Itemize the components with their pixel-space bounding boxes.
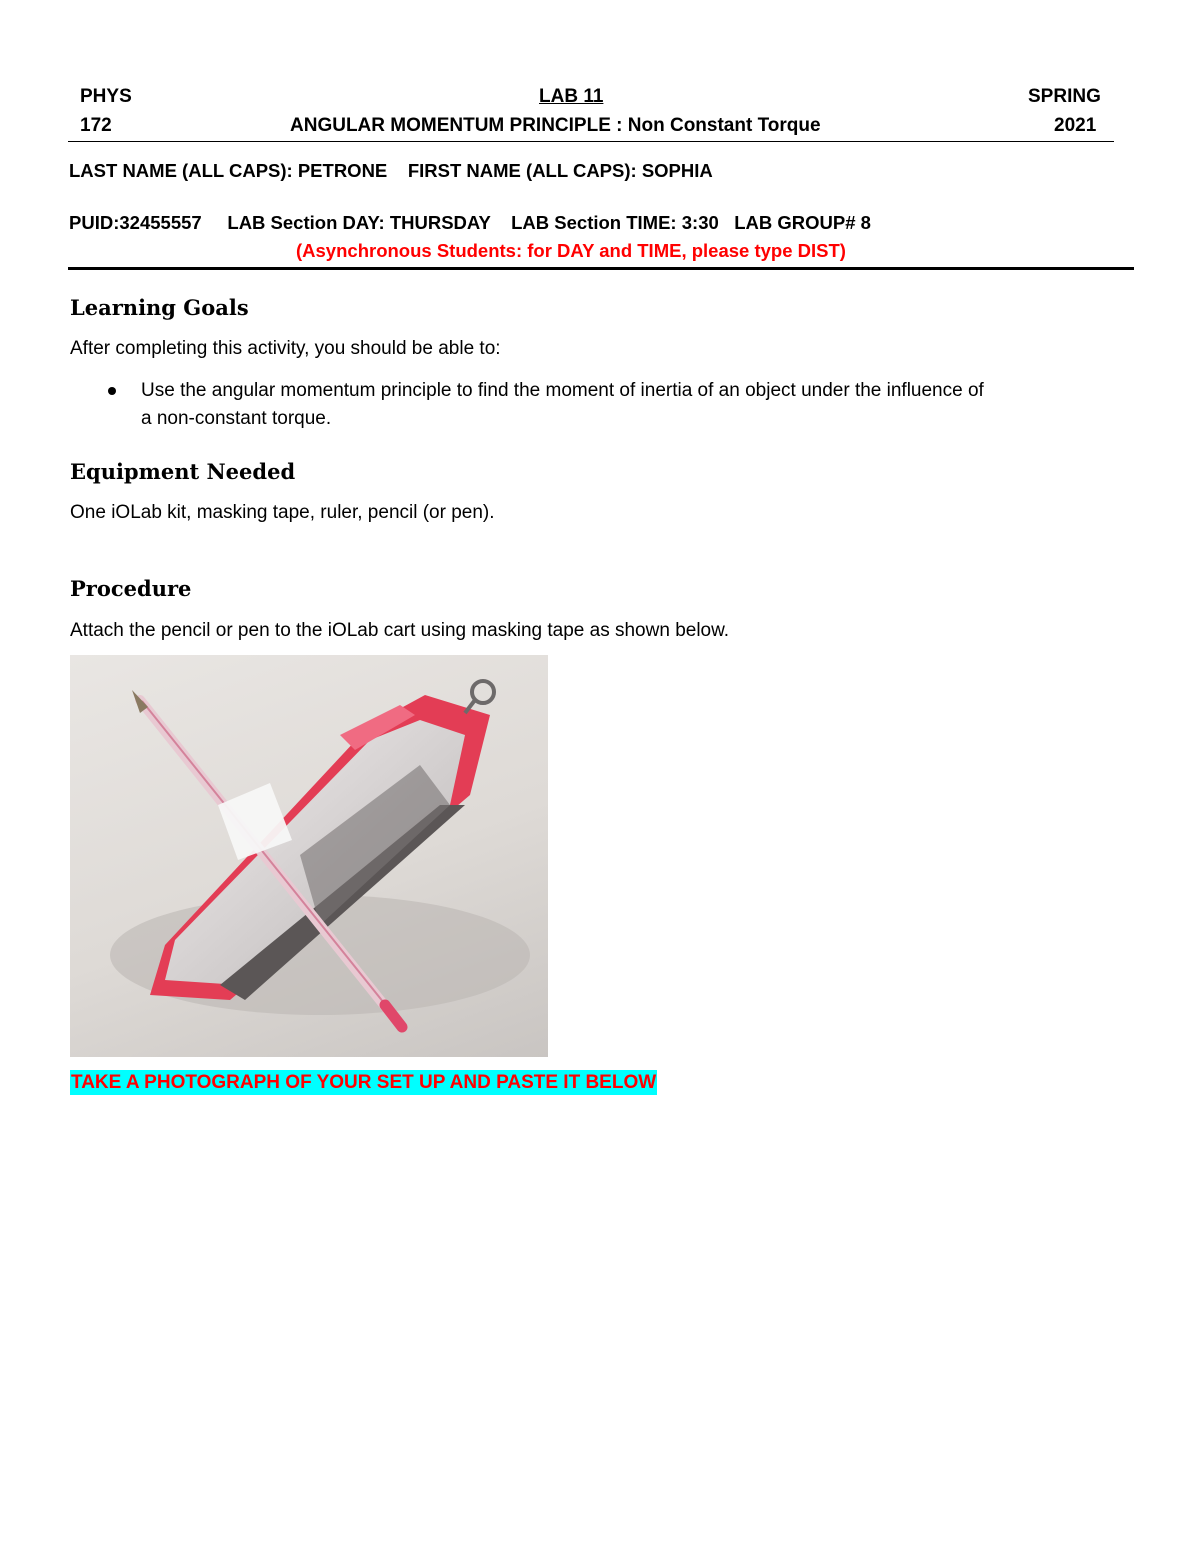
learning-goals-heading: Learning Goals <box>70 295 249 320</box>
time-label: LAB Section TIME: <box>511 212 677 233</box>
lab-subtitle: ANGULAR MOMENTUM PRINCIPLE : Non Constant Torque <box>290 115 821 136</box>
course-dept: PHYS <box>80 86 132 107</box>
header-rule <box>68 141 1114 142</box>
lab-title: LAB 11 <box>539 86 604 107</box>
learning-goal-line2: a non-constant torque. <box>141 408 332 429</box>
section-line <box>69 212 871 234</box>
section-rule <box>68 267 1134 270</box>
photo-instruction <box>70 1072 657 1094</box>
time-value: 3:30 <box>681 212 719 233</box>
equipment-text: One iOLab kit, masking tape, ruler, pencil (or pen). <box>70 502 495 523</box>
first-name-value: SOPHIA <box>641 160 713 181</box>
group-label: LAB GROUP# <box>734 212 856 233</box>
learning-goal-line1: Use the angular momentum principle to find the moment of inertia of an object under the influence of <box>141 380 984 401</box>
puid-label: PUID: <box>69 212 120 233</box>
puid-value: 32455557 <box>119 212 202 233</box>
day-value: THURSDAY <box>389 212 491 233</box>
first-name-label: FIRST NAME (ALL CAPS): <box>407 160 637 181</box>
photo-instruction-text: TAKE A PHOTOGRAPH OF YOUR SET UP AND PASTE IT BELOW <box>71 1072 657 1093</box>
equipment-heading: Equipment Needed <box>70 459 296 484</box>
async-note: (Asynchronous Students: for DAY and TIME, please type DIST) <box>296 240 846 261</box>
term: SPRING <box>1028 86 1101 107</box>
learning-goals-intro: After completing this activity, you should be able to: <box>70 338 501 359</box>
procedure-heading: Procedure <box>70 576 192 601</box>
course-number: 172 <box>80 115 112 136</box>
setup-photo <box>70 655 548 1057</box>
year: 2021 <box>1054 115 1097 136</box>
procedure-text: Attach the pencil or pen to the iOLab cart using masking tape as shown below. <box>70 620 730 641</box>
name-line <box>69 160 713 182</box>
group-value: 8 <box>860 212 871 233</box>
last-name-label: LAST NAME (ALL CAPS): <box>69 160 293 181</box>
bullet-icon <box>108 387 116 395</box>
day-label: LAB Section DAY: <box>227 212 385 233</box>
last-name-value: PETRONE <box>297 160 388 181</box>
